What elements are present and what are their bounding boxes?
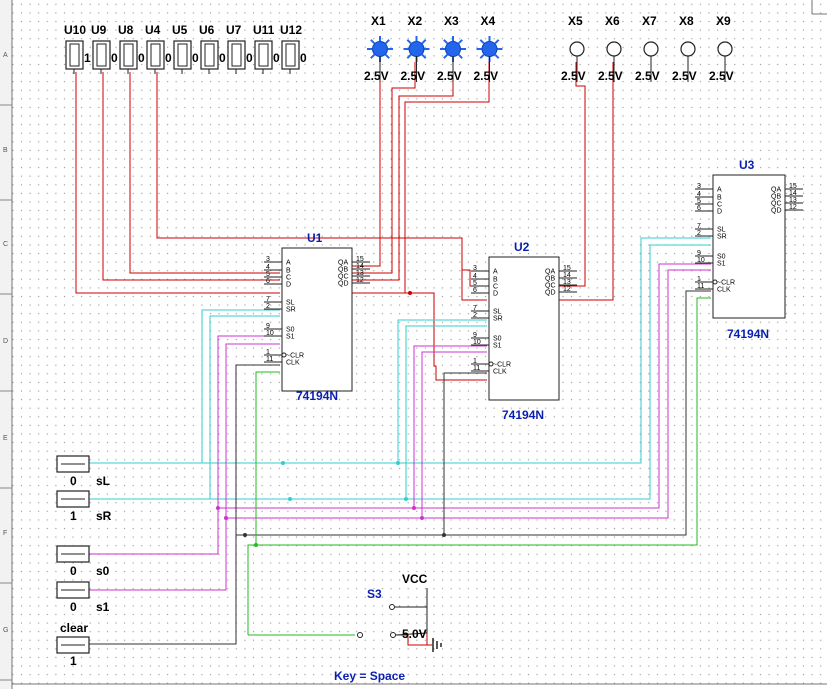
toggle-switch-u4[interactable] bbox=[145, 23, 172, 74]
chip-pin-name: QB bbox=[338, 266, 349, 274]
inverter-bubble bbox=[713, 280, 717, 284]
switch-value: 0 bbox=[138, 51, 145, 65]
probe-glow-ray bbox=[422, 40, 426, 44]
chip-pin-number: 12 bbox=[356, 277, 364, 284]
control-switch-s0[interactable] bbox=[57, 546, 110, 578]
control-switch-value: 0 bbox=[70, 564, 77, 578]
chip-pin-number: 3 bbox=[266, 256, 270, 263]
wire-junction bbox=[420, 516, 424, 520]
chip-pin-number: 1 bbox=[697, 276, 701, 283]
wire-junction bbox=[404, 497, 408, 501]
switch-knob[interactable] bbox=[70, 44, 79, 66]
chip-pin-number: 15 bbox=[563, 265, 571, 272]
chip-pin-name: ~CLR bbox=[286, 352, 305, 360]
chip-pin-name: A bbox=[493, 268, 498, 276]
inverter-bubble bbox=[282, 353, 286, 357]
chip-pin-name: SR bbox=[717, 233, 727, 241]
probe-voltage: 2.5V bbox=[437, 69, 462, 83]
probe-glow-ray bbox=[495, 40, 499, 44]
chip-pin-name: CLK bbox=[493, 368, 507, 376]
wire-junction bbox=[254, 543, 258, 547]
wire-u1-qb-to-x2 bbox=[352, 62, 415, 273]
probe-glow-ray bbox=[371, 55, 375, 59]
inverter-bubble bbox=[489, 362, 493, 366]
switch-value: 0 bbox=[165, 51, 172, 65]
wire-junction bbox=[396, 461, 400, 465]
wire-clear-to-u1 bbox=[88, 365, 280, 644]
chip-pin-name: S0 bbox=[717, 253, 726, 261]
chip-pin-number: 3 bbox=[697, 183, 701, 190]
chip-pin-number: 9 bbox=[266, 323, 270, 330]
probe-glow-ray bbox=[422, 55, 426, 59]
switch-name-label: U7 bbox=[226, 23, 242, 37]
chip-pin-number: 15 bbox=[356, 256, 364, 263]
chip-pin-number: 5 bbox=[266, 271, 270, 278]
border-row-label: C bbox=[3, 241, 9, 248]
switch-knob[interactable] bbox=[286, 44, 295, 66]
probe-name: X7 bbox=[642, 14, 657, 28]
control-switch-name: s0 bbox=[96, 564, 110, 578]
switch-value: 0 bbox=[219, 51, 226, 65]
chip-pin-name: QC bbox=[771, 200, 782, 208]
switch-knob[interactable] bbox=[178, 44, 187, 66]
border-row-label: D bbox=[3, 338, 9, 345]
probe-lamp-lit bbox=[482, 42, 497, 57]
chip-pin-name: S1 bbox=[286, 333, 295, 341]
probe-voltage: 2.5V bbox=[672, 69, 697, 83]
chip-pin-number: 4 bbox=[697, 191, 701, 198]
chip-pin-name: QD bbox=[771, 207, 782, 215]
probe-x3 bbox=[437, 14, 466, 83]
chip-pin-number: 11 bbox=[473, 365, 481, 372]
wire-junction bbox=[224, 516, 228, 520]
chip-pin-name: QC bbox=[545, 282, 556, 290]
chip-pin-number: 10 bbox=[266, 330, 274, 337]
switch-name-label: U9 bbox=[91, 23, 107, 37]
switch-name-label: U11 bbox=[253, 23, 275, 37]
probe-row bbox=[364, 14, 734, 83]
chip-pin-name: QA bbox=[338, 259, 349, 267]
switch-knob[interactable] bbox=[259, 44, 268, 66]
dip-switch-bank bbox=[64, 23, 307, 74]
probe-lamp-lit bbox=[446, 42, 461, 57]
probe-glow-ray bbox=[459, 40, 463, 44]
probe-x7 bbox=[635, 14, 660, 83]
chip-pin-name: D bbox=[286, 281, 292, 289]
chip-ref: U1 bbox=[307, 231, 323, 245]
border-row-label: B bbox=[3, 147, 8, 154]
chip-pin-name: CLK bbox=[717, 286, 731, 294]
probe-x8 bbox=[672, 14, 697, 83]
switch-knob[interactable] bbox=[232, 44, 241, 66]
chip-pin-name: SR bbox=[493, 315, 503, 323]
chip-pin-name: A bbox=[286, 259, 291, 267]
chip-pin-name: SR bbox=[286, 306, 296, 314]
switch-knob[interactable] bbox=[124, 44, 133, 66]
probe-name: X4 bbox=[480, 14, 496, 28]
switch-value: 0 bbox=[192, 51, 199, 65]
control-switch-name: s1 bbox=[96, 600, 110, 614]
chip-pin-number: 11 bbox=[266, 356, 274, 363]
chip-pin-name: A bbox=[717, 186, 722, 194]
probe-glow-ray bbox=[480, 55, 484, 59]
switch-name-label: U10 bbox=[64, 23, 87, 37]
toggle-switch-u11[interactable] bbox=[253, 23, 280, 74]
probe-lamp-off bbox=[681, 42, 695, 56]
probe-x2 bbox=[401, 14, 430, 83]
chip-pin-number: 7 bbox=[473, 305, 477, 312]
control-switch-sl[interactable] bbox=[57, 456, 110, 488]
toggle-switch-u9[interactable] bbox=[91, 23, 118, 74]
chip-pin-name: QD bbox=[545, 289, 556, 297]
chip-pin-number: 10 bbox=[697, 257, 705, 264]
wire-junction bbox=[243, 533, 247, 537]
switch-value: 0 bbox=[246, 51, 253, 65]
probe-name: X9 bbox=[716, 14, 731, 28]
toggle-switch-u5[interactable] bbox=[172, 23, 199, 74]
wire-junction bbox=[442, 533, 446, 537]
switch-value: 0 bbox=[111, 51, 118, 65]
wire-s0-to-u1 bbox=[88, 336, 280, 554]
chip-pin-name: S1 bbox=[493, 342, 502, 350]
chip-pin-name: QD bbox=[338, 280, 349, 288]
wire-clear-to-u2 bbox=[236, 373, 487, 535]
switch-name-label: U5 bbox=[172, 23, 188, 37]
chip-pin-number: 6 bbox=[473, 287, 477, 294]
control-switch-value: 0 bbox=[70, 474, 77, 488]
chip-pin-number: 5 bbox=[473, 280, 477, 287]
switch-name-label: U6 bbox=[199, 23, 215, 37]
chip-pin-name: C bbox=[493, 283, 499, 291]
wire-s0-to-u3 bbox=[414, 264, 711, 508]
control-switch-clear[interactable] bbox=[57, 621, 89, 668]
wire-junction bbox=[412, 506, 416, 510]
probe-voltage: 2.5V bbox=[561, 69, 586, 83]
chip-pin-number: 4 bbox=[266, 264, 270, 271]
clock-circuit bbox=[334, 572, 441, 683]
probe-lamp-off bbox=[644, 42, 658, 56]
chip-ref: U2 bbox=[514, 240, 530, 254]
probe-name: X1 bbox=[371, 14, 386, 28]
probe-lamp-off bbox=[607, 42, 621, 56]
wire-u10-to-u1-d bbox=[76, 72, 280, 293]
probe-glow-ray bbox=[444, 40, 448, 44]
key-hint: Key = Space bbox=[334, 669, 406, 683]
chip-u3 bbox=[695, 158, 803, 341]
chip-part-number: 74194N bbox=[502, 408, 545, 422]
chip-pin-number: 9 bbox=[697, 250, 701, 257]
probe-glow-ray bbox=[407, 55, 411, 59]
chip-pin-number: 2 bbox=[266, 303, 270, 310]
chip-pin-name: B bbox=[286, 267, 291, 275]
control-switch-s1[interactable] bbox=[57, 582, 110, 614]
chip-pin-name: QC bbox=[338, 273, 349, 281]
chip-pin-name: QA bbox=[545, 268, 556, 276]
probe-voltage: 2.5V bbox=[364, 69, 389, 83]
wire-junction bbox=[281, 461, 285, 465]
probe-lamp-lit bbox=[409, 42, 424, 57]
chip-pin-number: 9 bbox=[473, 332, 477, 339]
switch-name-label: U4 bbox=[145, 23, 161, 37]
probe-lamp-off bbox=[570, 42, 584, 56]
chip-part-number: 74194N bbox=[727, 327, 770, 341]
chip-pin-name: S0 bbox=[493, 335, 502, 343]
chip-pin-name: C bbox=[717, 201, 723, 209]
chip-pin-number: 6 bbox=[697, 205, 701, 212]
toggle-switch-u8[interactable] bbox=[118, 23, 145, 74]
chip-pin-number: 3 bbox=[473, 265, 477, 272]
wire-junction bbox=[216, 506, 220, 510]
control-switch-name: sR bbox=[96, 509, 112, 523]
wire-u2-qc-to-x5 bbox=[559, 62, 585, 286]
probe-name: X6 bbox=[605, 14, 620, 28]
wire-u1-qd-to-x4 bbox=[352, 62, 489, 293]
clock-switch-label: S3 bbox=[367, 587, 382, 601]
probe-x9 bbox=[709, 14, 734, 83]
wire-u8-to-u1-b bbox=[130, 72, 280, 273]
chip-pin-number: 2 bbox=[473, 312, 477, 319]
chip-pin-number: 14 bbox=[789, 190, 797, 197]
chip-pin-name: C bbox=[286, 274, 292, 282]
probe-lamp-off bbox=[718, 42, 732, 56]
chip-pin-number: 2 bbox=[697, 230, 701, 237]
chip-pin-number: 1 bbox=[473, 358, 477, 365]
wire-junction bbox=[408, 291, 412, 295]
control-switch-name: clear bbox=[60, 621, 89, 635]
wire-junction bbox=[288, 497, 292, 501]
border-row-label: F bbox=[3, 530, 8, 537]
probe-glow-ray bbox=[386, 40, 390, 44]
chip-pin-name: SL bbox=[286, 299, 295, 307]
wire-u1-qa-to-x1 bbox=[352, 62, 380, 266]
chip-pin-name: D bbox=[493, 290, 499, 298]
control-switch-value: 0 bbox=[70, 600, 77, 614]
chip-pin-number: 10 bbox=[473, 339, 481, 346]
probe-glow-ray bbox=[480, 40, 484, 44]
probe-name: X5 bbox=[568, 14, 583, 28]
chip-pin-number: 7 bbox=[697, 223, 701, 230]
chip-pin-name: D bbox=[717, 208, 723, 216]
probe-name: X8 bbox=[679, 14, 694, 28]
control-switch-value: 1 bbox=[70, 654, 77, 668]
switch-knob[interactable] bbox=[97, 44, 106, 66]
switch-knob[interactable] bbox=[205, 44, 214, 66]
switch-knob[interactable] bbox=[151, 44, 160, 66]
chip-pin-number: 12 bbox=[789, 204, 797, 211]
chip-pin-name: SL bbox=[717, 226, 726, 234]
chip-pin-name: ~CLR bbox=[493, 361, 512, 369]
vcc-label: VCC bbox=[402, 572, 428, 586]
probe-x6 bbox=[598, 14, 623, 83]
chip-pin-name: QA bbox=[771, 186, 782, 194]
chip-pin-name: B bbox=[717, 194, 722, 202]
wire-clear-to-u3 bbox=[444, 291, 711, 535]
chip-pin-name: SL bbox=[493, 308, 502, 316]
switch-value: 1 bbox=[84, 51, 91, 65]
border-row-label: E bbox=[3, 435, 8, 442]
chip-u2 bbox=[471, 240, 577, 422]
chip-pin-number: 5 bbox=[697, 198, 701, 205]
switch-name-label: U12 bbox=[280, 23, 303, 37]
probe-voltage: 2.5V bbox=[400, 69, 426, 83]
switch-value: 0 bbox=[300, 51, 307, 65]
chip-pin-number: 6 bbox=[266, 278, 270, 285]
chip-pin-name: QB bbox=[771, 193, 782, 201]
toggle-switch-u6[interactable] bbox=[199, 23, 226, 74]
probe-x5 bbox=[561, 14, 586, 83]
probe-glow-ray bbox=[407, 40, 411, 44]
border-row-label: A bbox=[3, 52, 8, 59]
switch-name-label: U8 bbox=[118, 23, 134, 37]
wire-sl-to-u1 bbox=[88, 310, 280, 463]
chip-pin-name: CLK bbox=[286, 359, 300, 367]
chip-pin-number: 1 bbox=[266, 349, 270, 356]
probe-name: X3 bbox=[444, 14, 459, 28]
wire-clk-to-u1 bbox=[248, 372, 280, 635]
chip-u1 bbox=[264, 231, 370, 403]
chip-pin-name: B bbox=[493, 276, 498, 284]
control-switch-sr[interactable] bbox=[57, 491, 112, 523]
ground-icon bbox=[433, 638, 441, 652]
chip-pin-number: 7 bbox=[266, 296, 270, 303]
supply-voltage: 5.0V bbox=[402, 627, 427, 641]
chip-part-number: 74194N bbox=[296, 389, 339, 403]
chip-ref: U3 bbox=[739, 158, 755, 172]
probe-lamp-lit bbox=[373, 42, 388, 57]
control-switch-value: 1 bbox=[70, 509, 77, 523]
wire-s1-to-u3 bbox=[422, 270, 711, 518]
wire-u1-qc-to-x3 bbox=[352, 62, 453, 280]
switch-value: 0 bbox=[273, 51, 280, 65]
chip-pin-number: 15 bbox=[789, 183, 797, 190]
toggle-switch-u10[interactable] bbox=[64, 23, 91, 74]
chip-pin-number: 14 bbox=[563, 272, 571, 279]
chip-pin-name: QB bbox=[545, 275, 556, 283]
wire-s1-to-u1 bbox=[88, 344, 280, 590]
probe-voltage: 2.5V bbox=[635, 69, 660, 83]
chip-pin-number: 11 bbox=[697, 283, 705, 290]
toggle-switch-u7[interactable] bbox=[226, 23, 253, 74]
probe-voltage: 2.5V bbox=[473, 69, 499, 83]
probe-voltage: 2.5V bbox=[709, 69, 734, 83]
chip-pin-number: 13 bbox=[789, 197, 797, 204]
clock-switch-pole[interactable] bbox=[358, 633, 363, 638]
chip-pin-name: S0 bbox=[286, 326, 295, 334]
wire-sr-to-u1 bbox=[88, 316, 280, 499]
probe-name: X2 bbox=[407, 14, 423, 28]
wire-s1-to-u2 bbox=[226, 352, 487, 518]
control-switch-name: sL bbox=[96, 474, 111, 488]
chip-pin-number: 14 bbox=[356, 263, 364, 270]
probe-voltage: 2.5V bbox=[598, 69, 623, 83]
probe-glow-ray bbox=[444, 55, 448, 59]
chip-pin-number: 13 bbox=[356, 270, 364, 277]
border-row-label: G bbox=[3, 627, 9, 634]
probe-glow-ray bbox=[386, 55, 390, 59]
chip-pin-number: 4 bbox=[473, 273, 477, 280]
chip-pin-name: ~CLR bbox=[717, 279, 736, 287]
clock-switch-contact[interactable] bbox=[390, 605, 395, 610]
probe-glow-ray bbox=[371, 40, 375, 44]
toggle-switch-u12[interactable] bbox=[280, 23, 307, 74]
probe-x4 bbox=[474, 14, 503, 83]
chip-pin-number: 13 bbox=[563, 279, 571, 286]
clock-switch-throw[interactable] bbox=[391, 633, 396, 638]
chip-pin-name: S1 bbox=[717, 260, 726, 268]
probe-x1 bbox=[364, 14, 393, 83]
probe-glow-ray bbox=[459, 55, 463, 59]
chip-pin-number: 12 bbox=[563, 286, 571, 293]
probe-glow-ray bbox=[495, 55, 499, 59]
